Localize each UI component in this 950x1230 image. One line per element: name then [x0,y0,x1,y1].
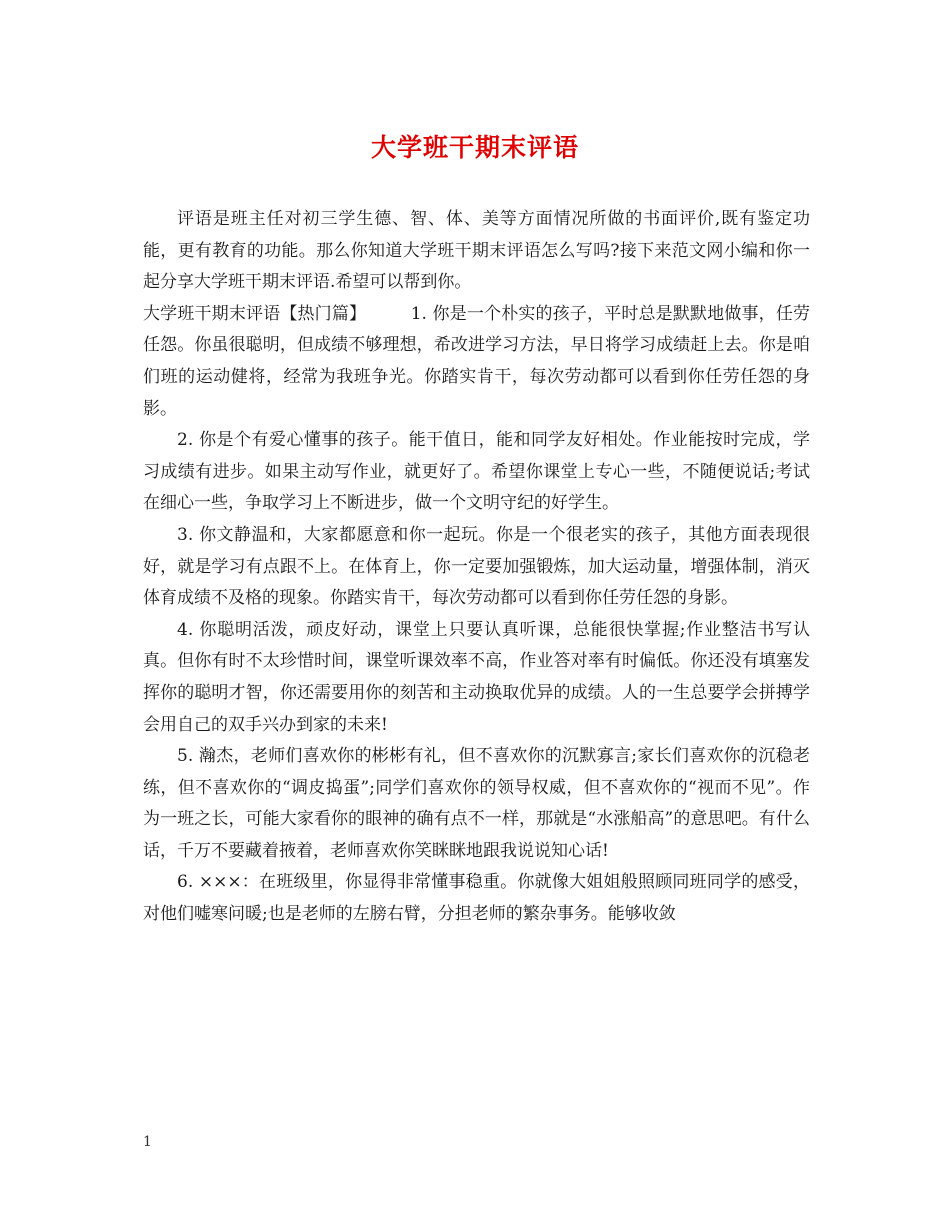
item-paragraph-4: 4. 你聪明活泼，顽皮好动，课堂上只要认真听课，总能很快掌握;作业整洁书写认真。但你有时不太珍惜时间，课堂听课效率不高，作业答对率有时偏低。你还没有填塞发挥你的聪明才智，你还需要用你的刻苦和主动换取优异的成绩。人的一生总要学会拼搏学会用自己的双手兴办到家的未来! [143,619,810,735]
item-paragraph-2: 2. 你是个有爱心懂事的孩子。能干值日，能和同学友好相处。作业能按时完成，学习成绩有进步。如果主动写作业，就更好了。希望你课堂上专心一些，不随便说话;考试在细心一些，争取学习上不断进步，做一个文明守纪的好学生。 [143,430,810,514]
section-heading: 大学班干期末评语【热门篇】 [143,303,367,324]
item-text-1: 1. 你是一个朴实的孩子，平时总是默默地做事，任劳任怨。你虽很聪明，但成绩不够理想，希改进学习方法，早日将学习成绩赶上去。你是咱们班的运动健将，经常为我班争光。你踏实肯干，每次劳动都可以看到你任劳任怨的身影。 [143,303,811,419]
item-paragraph-6: 6. ×××：在班级里，你显得非常懂事稳重。你就像大姐姐般照顾同班同学的感受，对他们嘘寒问暖;也是老师的左膀右臂，分担老师的繁杂事务。能够收敛 [143,872,810,925]
page-number: 1 [143,1134,152,1150]
item-paragraph-3: 3. 你文静温和，大家都愿意和你一起玩。你是一个很老实的孩子，其他方面表现很好，就是学习有点跟不上。在体育上，你一定要加强锻炼，加大运动量，增强体制，消灭体育成绩不及格的现象。你踏实肯干，每次劳动都可以看到你任劳任怨的身影。 [143,524,810,609]
document-title: 大学班干期末评语 [370,133,579,162]
intro-paragraph: 评语是班主任对初三学生德、智、体、美等方面情况所做的书面评价,既有鉴定功能，更有教育的功能。那么你知道大学班干期末评语怎么写吗?接下来范文网小编和你一起分享大学班干期末评语.希望可以帮到你。 [143,209,810,293]
item-paragraph-5: 5. 瀚杰，老师们喜欢你的彬彬有礼，但不喜欢你的沉默寡言;家长们喜欢你的沉稳老练，但不喜欢你的“调皮捣蛋”;同学们喜欢你的领导权威，但不喜欢你的“视而不见”。作为一班之长，可能大家看你的眼神的确有点不一样，那就是“水涨船高”的意思吧。有什么话，千万不要藏着掖着，老师喜欢你笑眯眯地跟我说说知心话! [143,746,810,861]
document-body [143,204,810,931]
item-paragraph-1 [143,299,810,425]
